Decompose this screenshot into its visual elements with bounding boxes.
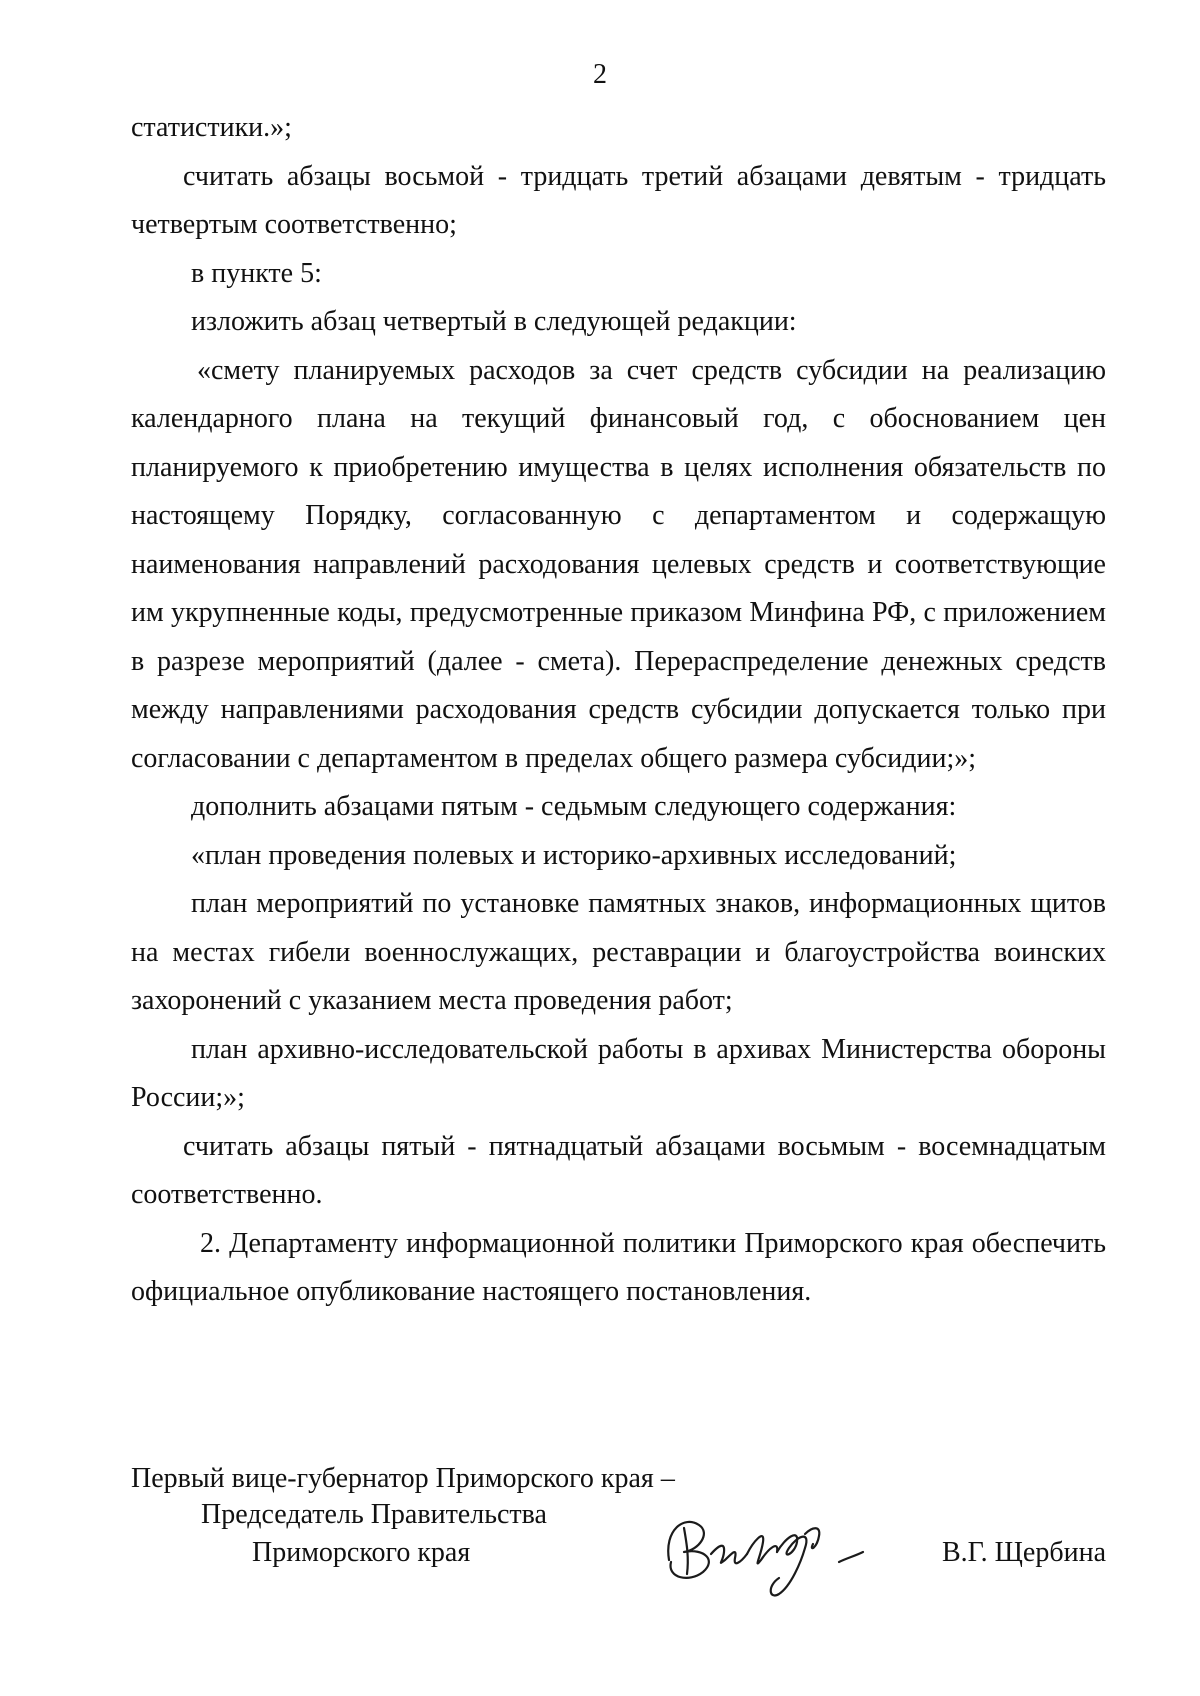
paragraph: изложить абзац четвертый в следующей редакции: (191, 306, 797, 337)
paragraph: план архивно-исследовательской работы в архивах Министерства обороны России;»; (131, 1033, 1106, 1113)
paragraph: «смету планируемых расходов за счет средств субсидии на реализацию календарного плана на текущий финансовый год, с обоснованием цен планируемого к приобретению имущества в целях исполнения обязательств по настоящему Порядку, согласованную с департаментом и содержащую наименования направлений расходования целевых средств и соответствующие им укрупненные коды, предусмотренные приказом Минфина РФ, с приложением в разрезе мероприятий (далее - смета). Перераспределение денежных средств между направлениями расходования средств субсидии допускается только при согласовании с департаментом в пределах общего размера субсидии;»; (131, 354, 1106, 774)
signatory-title-line: Приморского края (252, 1537, 471, 1568)
document-body (131, 104, 1106, 1317)
paragraph: в пункте 5: (191, 257, 322, 289)
paragraph: 2. Департаменту информационной политики Приморского края обеспечить официальное опубликование настоящего постановления. (131, 1227, 1106, 1307)
paragraph: считать абзацы пятый - пятнадцатый абзацами восьмым - восемнадцатым соответственно. (131, 1130, 1106, 1210)
paragraph: считать абзацы восьмой - тридцать третий абзацами девятым - тридцать четвертым соответственно; (131, 160, 1106, 240)
paragraph: дополнить абзацами пятым - седьмым следующего содержания: (191, 791, 957, 822)
paragraph: статистики.»; (131, 112, 292, 143)
signatory-name: В.Г. Щербина (941, 1537, 1106, 1568)
page-number: 2 (593, 59, 607, 90)
signatory-title-line: Первый вице-губернатор Приморского края – (131, 1463, 675, 1494)
handwritten-signature (629, 1490, 879, 1610)
paragraph: план мероприятий по установке памятных знаков, информационных щитов на местах гибели военнослужащих, реставрации и благоустройства воинских захоронений с указанием места проведения работ; (131, 888, 1106, 1016)
signatory-title-line: Председатель Правительства (201, 1499, 547, 1530)
paragraph: «план проведения полевых и историко-архивных исследований; (191, 839, 957, 871)
signature-block (131, 1462, 1106, 1582)
